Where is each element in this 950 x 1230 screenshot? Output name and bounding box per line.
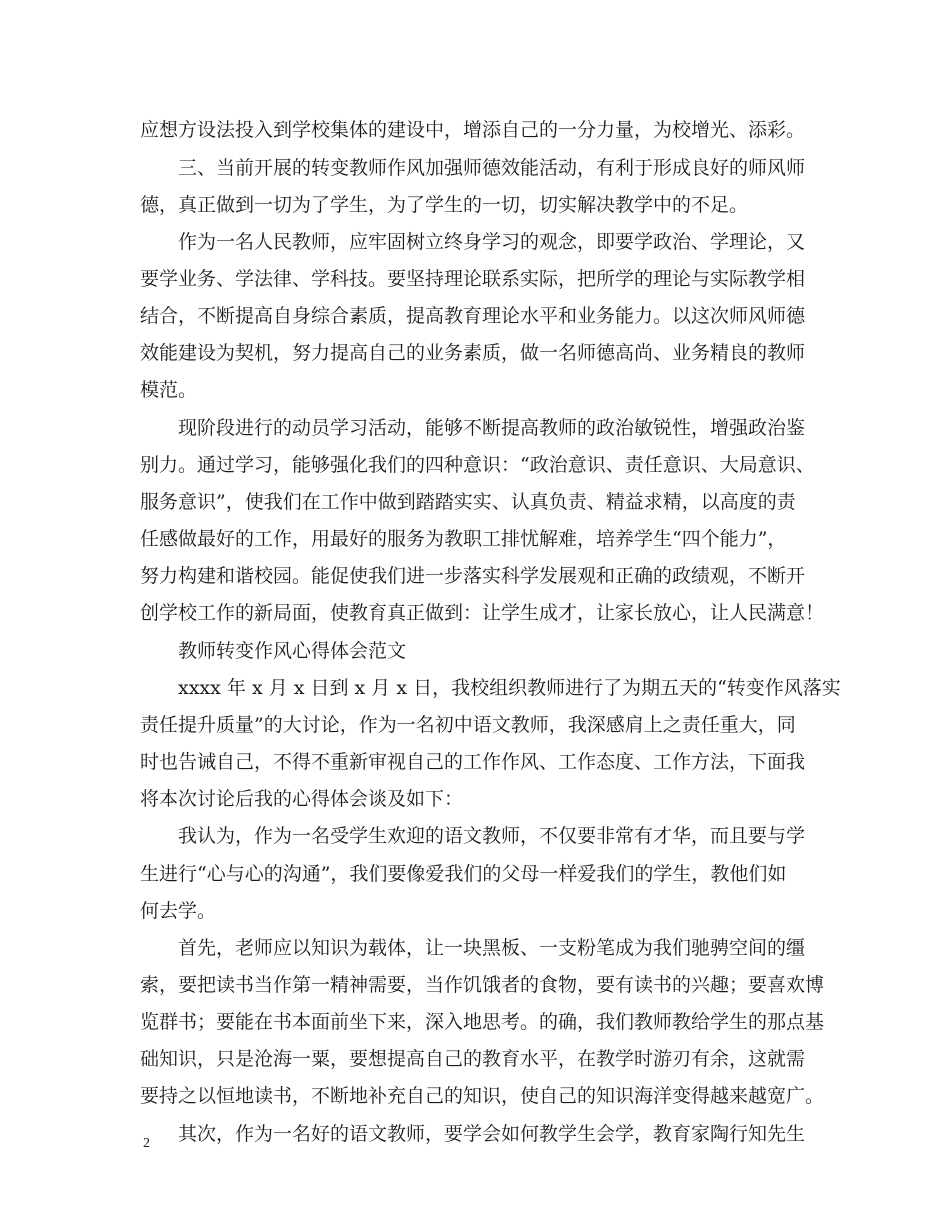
text-line: 要学业务、学法律、学科技。要坚持理论联系实际，把所学的理论与实际教学相	[140, 268, 806, 290]
text-line: 览群书；要能在书本面前坐下来，深入地思考。的确，我们教师教给学生的那点基	[140, 1011, 825, 1033]
text-line: 别力。通过学习，能够强化我们的四种意识：“政治意识、责任意识、大局意识、	[140, 454, 815, 476]
text-line: 应想方设法投入到学校集体的建设中，增添自己的一分力量，为校增光、添彩。	[140, 119, 806, 141]
text-line: 索，要把读书当作第一精神需要，当作饥饿者的食物，要有读书的兴趣；要喜欢博	[140, 974, 825, 996]
text-line: 我认为，作为一名受学生欢迎的语文教师，不仅要非常有才华，而且要与学	[178, 825, 806, 847]
text-line: 将本次讨论后我的心得体会谈及如下：	[140, 788, 464, 810]
text-line: 德，真正做到一切为了学生，为了学生的一切，切实解决教学中的不足。	[140, 194, 749, 216]
text-line: 效能建设为契机，努力提高自己的业务素质，做一名师德高尚、业务精良的教师	[140, 342, 806, 364]
text-line: 努力构建和谐校园。能促使我们进一步落实科学发展观和正确的政绩观，不断开	[140, 565, 806, 587]
page-number: 2	[143, 1136, 150, 1151]
text-line: 服务意识”，使我们在工作中做到踏踏实实、认真负责、精益求精，以高度的责	[140, 491, 796, 513]
text-line: 三、当前开展的转变教师作风加强师德效能活动，有利于形成良好的师风师	[178, 157, 806, 179]
text-line: 模范。	[140, 379, 198, 401]
text-line: 时也告诫自己，不得不重新审视自己的工作作风、工作态度、工作方法，下面我	[140, 751, 806, 773]
text-line: 结合，不断提高自身综合素质，提高教育理论水平和业务能力。以这次师风师德	[140, 305, 806, 327]
text-line: 何去学。	[140, 900, 217, 922]
section-heading: 教师转变作风心得体会范文	[178, 640, 407, 662]
text-line: 生进行“心与心的沟通”，我们要像爱我们的父母一样爱我们的学生，教他们如	[140, 863, 787, 885]
text-line: 责任提升质量”的大讨论，作为一名初中语文教师，我深感肩上之责任重大，同	[140, 714, 796, 736]
text-line: xxxx 年 x 月 x 日到 x 月 x 日，我校组织教师进行了为期五天的“转变作风落实	[178, 677, 841, 699]
text-line: 现阶段进行的动员学习活动，能够不断提高教师的政治敏锐性，增强政治鉴	[178, 417, 806, 439]
text-line: 作为一名人民教师，应牢固树立终身学习的观念，即要学政治、学理论，又	[178, 231, 806, 253]
text-line: 任感做最好的工作，用最好的服务为教职工排忧解难，培养学生“四个能力”，	[140, 528, 787, 550]
text-line: 其次，作为一名好的语文教师，要学会如何教学生会学，教育家陶行知先生	[178, 1123, 806, 1145]
text-line: 首先，老师应以知识为载体，让一块黑板、一支粉笔成为我们驰骋空间的缰	[178, 937, 806, 959]
text-line: 创学校工作的新局面，使教育真正做到：让学生成才，让家长放心，让人民满意！	[140, 602, 825, 624]
text-line: 要持之以恒地读书，不断地补充自己的知识，使自己的知识海洋变得越来越宽广。	[140, 1085, 825, 1107]
text-line: 础知识，只是沧海一粟，要想提高自己的教育水平，在教学时游刃有余，这就需	[140, 1048, 806, 1070]
